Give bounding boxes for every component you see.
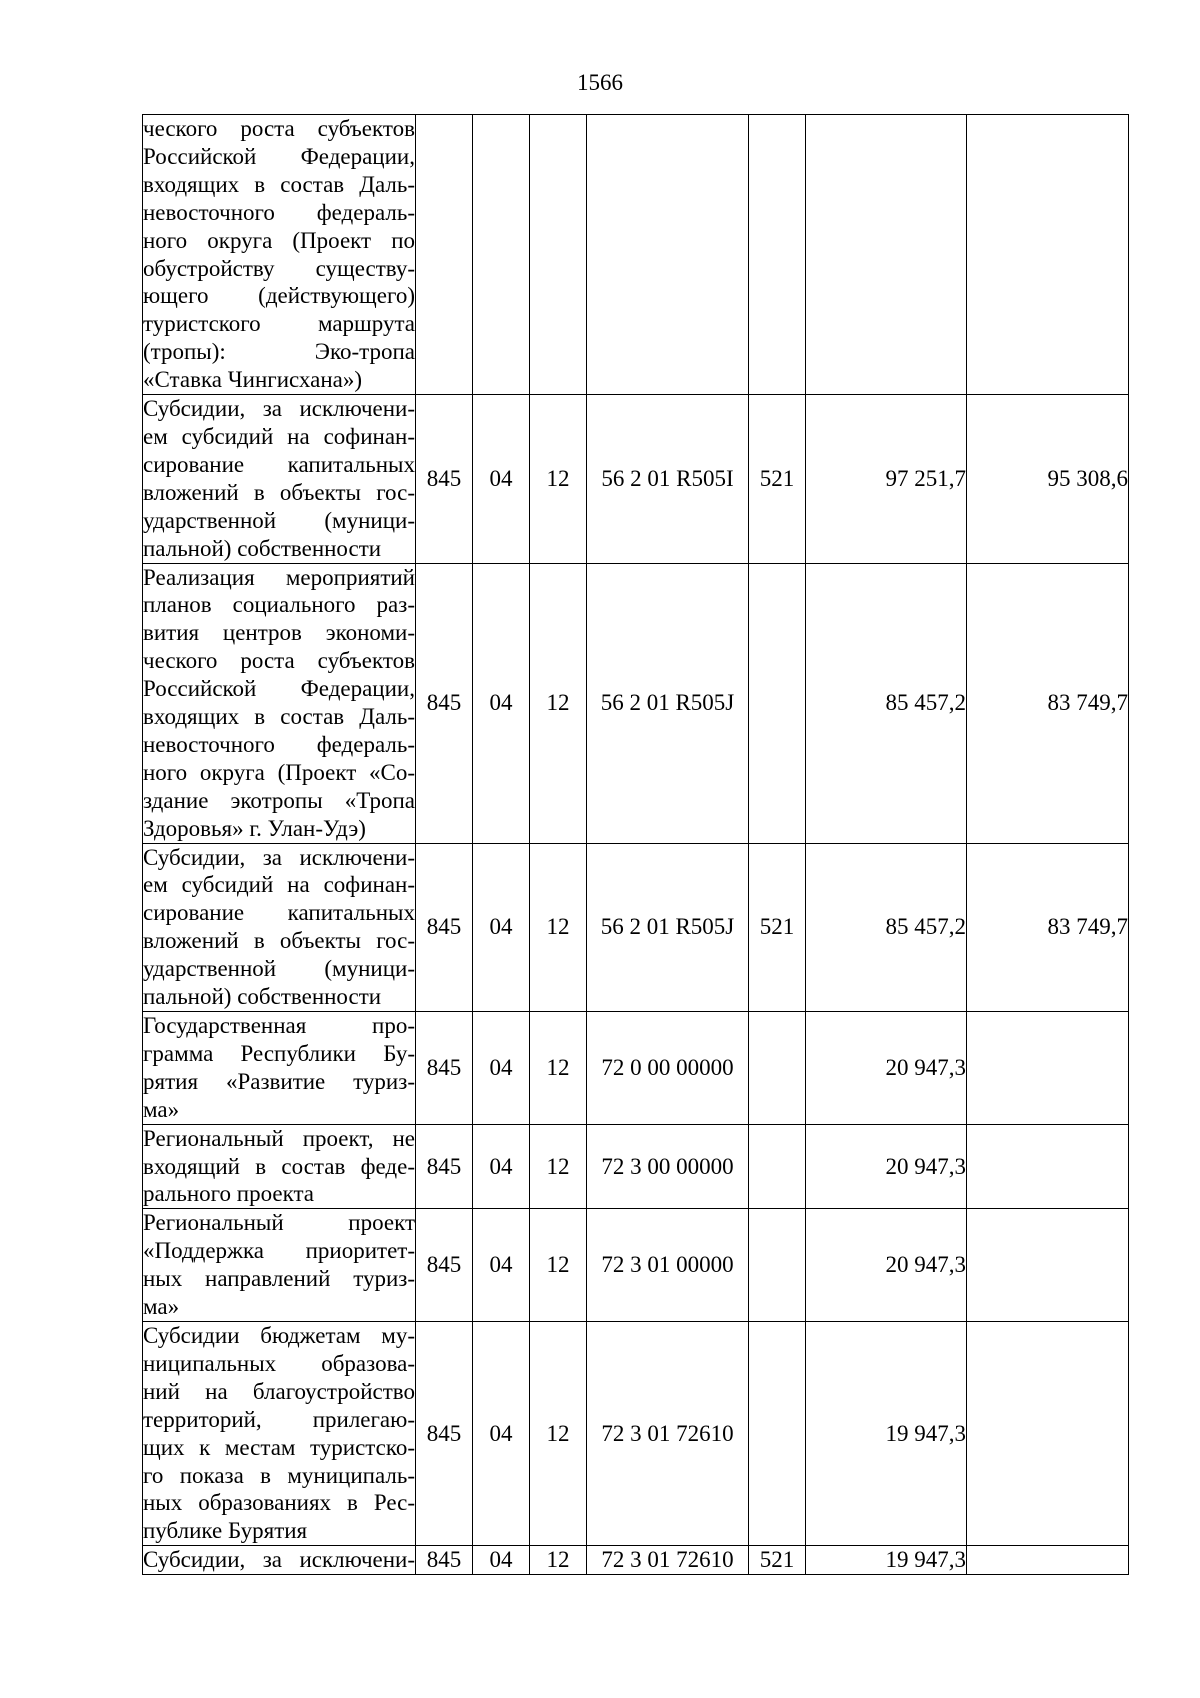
expense-type-cell	[749, 563, 806, 843]
description-line: щих к местам туристско-	[143, 1434, 415, 1460]
amount-year1-cell: 19 947,3	[806, 1546, 967, 1575]
description-line: вложений в объекты гос-	[143, 928, 415, 954]
amount-year2-cell: 95 308,6	[967, 395, 1129, 563]
table-row	[143, 843, 1129, 1011]
grbs-code-cell: 845	[416, 1321, 473, 1545]
amount-year2-cell: 83 749,7	[967, 843, 1129, 1011]
target-article-cell: 56 2 01 R505J	[587, 563, 749, 843]
amount-year1-cell: 20 947,3	[806, 1209, 967, 1322]
description-line: невосточного федераль-	[143, 199, 415, 225]
target-article-cell: 56 2 01 R505J	[587, 843, 749, 1011]
description-line: вития центров экономи-	[143, 620, 415, 646]
table-row	[143, 563, 1129, 843]
description-line: Российской Федерации,	[143, 676, 415, 702]
description-line: Реализация мероприятий	[143, 564, 415, 590]
description-line: Государственная про-	[143, 1013, 415, 1038]
description-line: ных образованиях в Рес-	[143, 1490, 415, 1516]
description-line: здание экотропы «Тропа	[143, 787, 415, 813]
subsection-code-cell: 12	[530, 1012, 587, 1125]
expense-type-cell	[749, 1321, 806, 1545]
description-line: «Поддержка приоритет-	[143, 1238, 415, 1264]
grbs-code-cell	[416, 115, 473, 395]
section-code-cell: 04	[473, 1209, 530, 1322]
description-line: ного округа (Проект «Со-	[143, 759, 415, 785]
description-line: ческого роста субъектов	[143, 116, 415, 141]
description-line: публике Бурятия	[143, 1518, 308, 1544]
grbs-code-cell: 845	[416, 1012, 473, 1125]
description-line: входящих в состав Даль-	[143, 704, 415, 730]
page-number: 1566	[577, 70, 623, 95]
amount-year1-cell: 97 251,7	[806, 395, 967, 563]
subsection-code-cell: 12	[530, 1321, 587, 1545]
table-row	[143, 1124, 1129, 1209]
table-row	[143, 1209, 1129, 1322]
subsection-code-cell: 12	[530, 843, 587, 1011]
table-row	[143, 115, 1129, 395]
amount-year2-cell: 83 749,7	[967, 563, 1129, 843]
description-cell	[143, 1209, 416, 1322]
description-line: входящих в состав Даль-	[143, 171, 415, 197]
description-line: ем субсидий на софинан-	[143, 423, 415, 449]
description-line: входящий в состав феде-	[143, 1153, 415, 1179]
expense-type-cell	[749, 115, 806, 395]
section-code-cell: 04	[473, 843, 530, 1011]
description-line: ударственной (муници-	[143, 956, 415, 982]
amount-year2-cell	[967, 1124, 1129, 1209]
description-line: рального проекта	[143, 1181, 315, 1207]
section-code-cell: 04	[473, 1012, 530, 1125]
description-line: рятия «Развитие туриз-	[143, 1068, 415, 1094]
target-article-cell: 72 3 01 72610	[587, 1321, 749, 1545]
description-line: грамма Республики Бу-	[143, 1040, 415, 1066]
subsection-code-cell	[530, 115, 587, 395]
grbs-code-cell: 845	[416, 395, 473, 563]
description-line: ний на благоустройство	[143, 1378, 415, 1404]
description-line: ческого роста субъектов	[143, 648, 415, 674]
description-line: Региональный проект, не	[143, 1125, 415, 1151]
description-line: туристского маршрута	[143, 311, 415, 337]
section-code-cell: 04	[473, 1321, 530, 1545]
description-line: (тропы): Эко-тропа	[143, 339, 415, 365]
description-line: Субсидии, за исключени-	[143, 396, 415, 422]
section-code-cell: 04	[473, 1124, 530, 1209]
subsection-code-cell: 12	[530, 563, 587, 843]
description-line: территорий, прилегаю-	[143, 1406, 415, 1432]
target-article-cell: 72 0 00 00000	[587, 1012, 749, 1125]
grbs-code-cell: 845	[416, 1546, 473, 1575]
section-code-cell: 04	[473, 563, 530, 843]
amount-year2-cell	[967, 1321, 1129, 1545]
target-article-cell: 72 3 00 00000	[587, 1124, 749, 1209]
amount-year1-cell: 20 947,3	[806, 1012, 967, 1125]
expense-type-cell	[749, 1209, 806, 1322]
description-cell	[143, 1546, 416, 1575]
description-line: ющего (действующего)	[143, 283, 415, 309]
description-line: Субсидии, за исключени-	[143, 844, 415, 870]
amount-year1-cell: 20 947,3	[806, 1124, 967, 1209]
amount-year2-cell	[967, 115, 1129, 395]
target-article-cell: 56 2 01 R505I	[587, 395, 749, 563]
subsection-code-cell: 12	[530, 1124, 587, 1209]
target-article-cell	[587, 115, 749, 395]
description-line: ного округа (Проект по	[143, 227, 415, 253]
description-cell	[143, 395, 416, 563]
amount-year1-cell	[806, 115, 967, 395]
description-line: Региональный проект	[143, 1210, 415, 1236]
budget-table	[142, 114, 1129, 1575]
description-cell	[143, 115, 416, 395]
expense-type-cell	[749, 1012, 806, 1125]
grbs-code-cell: 845	[416, 1124, 473, 1209]
description-line: пальной) собственности	[143, 984, 382, 1010]
description-line: пальной) собственности	[143, 535, 382, 561]
description-line: невосточного федераль-	[143, 731, 415, 757]
table-row	[143, 395, 1129, 563]
subsection-code-cell: 12	[530, 395, 587, 563]
amount-year1-cell: 19 947,3	[806, 1321, 967, 1545]
description-cell	[143, 1321, 416, 1545]
section-code-cell: 04	[473, 1546, 530, 1575]
section-code-cell: 04	[473, 395, 530, 563]
description-line: ма»	[143, 1096, 180, 1122]
table-row	[143, 1546, 1129, 1575]
description-cell	[143, 1012, 416, 1125]
expense-type-cell: 521	[749, 843, 806, 1011]
description-line: обустройству существу-	[143, 255, 415, 281]
table-row	[143, 1012, 1129, 1125]
description-line: Субсидии, за исключени-	[143, 1547, 415, 1573]
target-article-cell: 72 3 01 72610	[587, 1546, 749, 1575]
subsection-code-cell: 12	[530, 1546, 587, 1575]
expense-type-cell: 521	[749, 395, 806, 563]
expense-type-cell	[749, 1124, 806, 1209]
description-line: го показа в муниципаль-	[143, 1462, 415, 1488]
description-line: ниципальных образова-	[143, 1350, 415, 1376]
subsection-code-cell: 12	[530, 1209, 587, 1322]
description-line: «Ставка Чингисхана»)	[143, 367, 363, 393]
amount-year2-cell	[967, 1012, 1129, 1125]
description-line: ударственной (муници-	[143, 507, 415, 533]
description-line: сирование капитальных	[143, 451, 415, 477]
description-line: ем субсидий на софинан-	[143, 872, 415, 898]
description-line: Субсидии бюджетам му-	[143, 1322, 415, 1348]
target-article-cell: 72 3 01 00000	[587, 1209, 749, 1322]
grbs-code-cell: 845	[416, 563, 473, 843]
description-line: Здоровья» г. Улан-Удэ)	[143, 815, 366, 841]
amount-year1-cell: 85 457,2	[806, 563, 967, 843]
amount-year2-cell	[967, 1546, 1129, 1575]
description-line: ма»	[143, 1294, 180, 1320]
description-line: сирование капитальных	[143, 900, 415, 926]
amount-year1-cell: 85 457,2	[806, 843, 967, 1011]
grbs-code-cell: 845	[416, 843, 473, 1011]
amount-year2-cell	[967, 1209, 1129, 1322]
table-body	[143, 115, 1129, 1575]
description-cell	[143, 843, 416, 1011]
section-code-cell	[473, 115, 530, 395]
description-cell	[143, 563, 416, 843]
description-line: вложений в объекты гос-	[143, 479, 415, 505]
description-line: планов социального раз-	[143, 592, 415, 618]
description-line: Российской Федерации,	[143, 143, 415, 169]
expense-type-cell: 521	[749, 1546, 806, 1575]
table-row	[143, 1321, 1129, 1545]
description-line: ных направлений туриз-	[143, 1266, 415, 1292]
description-cell	[143, 1124, 416, 1209]
grbs-code-cell: 845	[416, 1209, 473, 1322]
